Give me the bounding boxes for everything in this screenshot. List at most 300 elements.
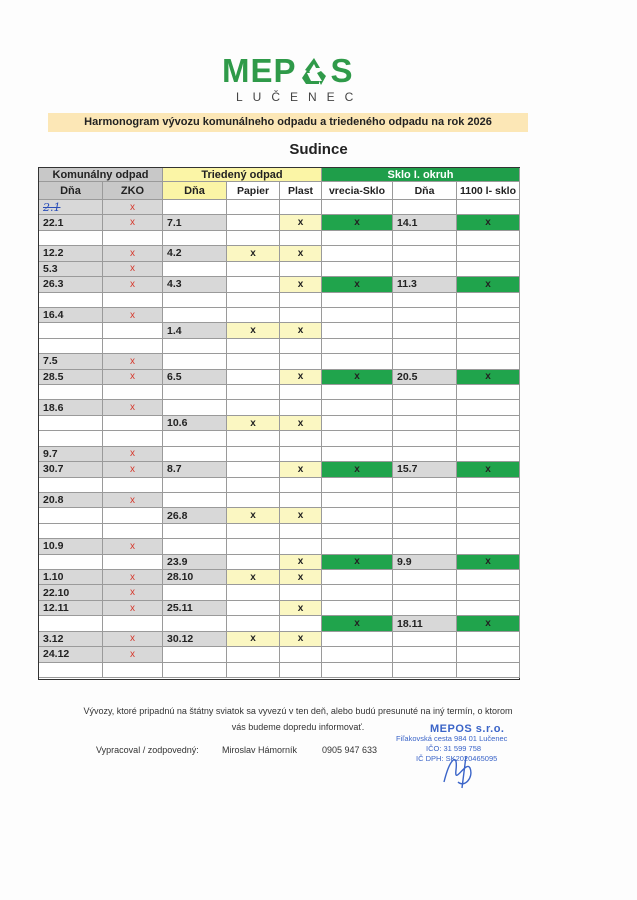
collection-mark: x [297,417,304,429]
table-cell [322,524,393,539]
table-cell [457,246,520,261]
table-cell [280,555,322,570]
collection-date: 2.1 [43,200,61,214]
table-cell [457,400,520,415]
collection-mark: x [130,217,135,229]
table-cell [393,647,457,662]
table-cell [103,647,163,662]
collection-date: 1.10 [43,571,64,584]
group-header-sklo: Sklo I. okruh [322,168,520,182]
table-cell [393,570,457,585]
table-cell [393,601,457,616]
table-cell [163,524,227,539]
table-cell [393,632,457,647]
table-cell [280,416,322,431]
table-cell [457,277,520,292]
table-cell [393,539,457,554]
table-cell [280,570,322,585]
table-cell [163,585,227,600]
collection-mark: x [130,633,135,645]
table-cell [227,524,280,539]
table-cell [227,632,280,647]
table-cell [280,462,322,477]
table-cell [163,215,227,230]
table-cell [322,508,393,523]
table-cell [322,493,393,508]
table-cell [163,508,227,523]
table-cell [103,308,163,323]
collection-date: 18.11 [397,617,423,630]
table-cell [322,215,393,230]
collection-mark: x [250,633,256,645]
table-cell [322,200,393,215]
table-cell [227,416,280,431]
table-cell [393,493,457,508]
collection-mark: x [250,417,256,429]
table-cell [280,354,322,369]
table-cell [457,585,520,600]
collection-mark: x [130,201,135,213]
collection-date: 22.1 [43,216,64,229]
table-cell [103,601,163,616]
table-cell [163,632,227,647]
table-cell [227,570,280,585]
table-cell [457,647,520,662]
table-cell [163,555,227,570]
schedule-table [38,167,520,680]
table-cell [163,539,227,554]
table-cell [103,262,163,277]
table-cell [227,308,280,323]
table-cell [39,231,103,246]
table-cell [103,323,163,338]
collection-mark: x [485,278,491,290]
collection-mark: x [130,602,135,614]
table-cell [103,524,163,539]
table-cell [457,616,520,631]
table-cell [457,215,520,230]
collection-mark: x [297,371,304,383]
collection-mark: x [130,448,135,460]
table-cell [39,462,103,477]
responsible-phone: 0905 947 633 [322,745,378,755]
column-header-t_dna: Dňa [163,182,227,200]
collection-mark: x [250,247,256,259]
table-cell [227,277,280,292]
collection-date: 4.2 [167,247,182,260]
table-cell [322,539,393,554]
collection-date: 18.6 [43,401,64,414]
table-cell [163,308,227,323]
table-cell [39,524,103,539]
collection-date: 24.12 [43,648,70,661]
table-cell [322,647,393,662]
company-logo [222,52,362,108]
collection-mark: x [485,371,491,383]
table-cell [457,293,520,308]
table-cell [393,339,457,354]
table-cell [322,262,393,277]
table-cell [280,447,322,462]
table-cell [103,293,163,308]
table-cell [39,601,103,616]
table-cell [280,632,322,647]
table-cell [280,508,322,523]
table-cell [103,570,163,585]
collection-date: 6.5 [167,370,182,383]
collection-mark: x [130,309,135,321]
table-cell [280,478,322,493]
table-cell [457,663,520,678]
table-cell [280,601,322,616]
table-cell [457,508,520,523]
table-cell [227,262,280,277]
collection-mark: x [297,633,304,645]
table-cell [280,539,322,554]
collection-mark: x [130,247,135,259]
collection-date: 28.5 [43,370,64,383]
table-cell [457,339,520,354]
collection-mark: x [485,556,491,568]
collection-date: 16.4 [43,309,64,322]
table-cell [457,524,520,539]
table-cell [103,370,163,385]
collection-mark: x [297,247,304,259]
stamp-line2: IČO: 31 599 758 [426,744,482,753]
table-cell [280,400,322,415]
collection-date: 26.3 [43,278,64,291]
table-cell [163,431,227,446]
collection-mark: x [297,556,304,568]
table-cell [103,277,163,292]
logo-wordmark [222,52,362,90]
table-cell [322,585,393,600]
table-cell [103,539,163,554]
table-cell [163,647,227,662]
table-cell [39,539,103,554]
table-cell [280,246,322,261]
collection-mark: x [130,648,135,660]
table-cell [103,416,163,431]
table-cell [103,508,163,523]
table-cell [457,416,520,431]
collection-mark: x [130,571,135,583]
responsible-name: Miroslav Hámorník [222,745,298,755]
signature-icon [436,748,486,792]
table-cell [103,632,163,647]
table-cell [103,215,163,230]
table-cell [163,447,227,462]
table-cell [280,663,322,678]
table-cell [393,323,457,338]
column-header-k_zko: ZKO [103,182,163,200]
table-cell [227,585,280,600]
table-cell [322,663,393,678]
table-cell [39,663,103,678]
collection-mark: x [130,371,135,383]
collection-date: 7.5 [43,355,58,368]
table-cell [457,632,520,647]
table-cell [280,339,322,354]
table-cell [39,385,103,400]
table-cell [227,231,280,246]
table-cell [393,215,457,230]
collection-mark: x [250,510,256,522]
holiday-note-line2: vás budeme dopredu informovať. [231,722,365,732]
collection-date: 28.10 [167,571,194,584]
table-cell [103,663,163,678]
table-cell [163,323,227,338]
collection-date: 26.8 [167,509,188,522]
collection-mark: x [130,463,135,475]
table-cell [280,293,322,308]
table-cell [322,447,393,462]
table-cell [163,462,227,477]
collection-date: 9.9 [397,555,412,568]
table-cell [393,308,457,323]
collection-date: 23.9 [167,555,188,568]
table-cell [163,370,227,385]
table-cell [393,431,457,446]
table-cell [39,555,103,570]
collection-date: 15.7 [397,463,418,476]
table-cell [280,493,322,508]
table-cell [39,570,103,585]
table-cell [39,400,103,415]
table-cell [457,308,520,323]
table-cell [103,400,163,415]
collection-mark: x [354,217,360,229]
table-cell [163,400,227,415]
table-cell [322,555,393,570]
table-cell [322,385,393,400]
collection-date: 5.3 [43,262,58,275]
table-cell [39,293,103,308]
table-cell [280,215,322,230]
logo-text-left: MEP [222,52,297,89]
table-cell [322,462,393,477]
table-cell [393,200,457,215]
stamp-title: MEPOS s.r.o. [430,723,505,735]
column-header-s_1100: 1100 l- sklo [457,182,520,200]
table-cell [39,585,103,600]
collection-mark: x [485,217,491,229]
table-cell [39,632,103,647]
collection-date: 10.6 [167,417,188,430]
table-cell [103,462,163,477]
table-cell [322,570,393,585]
column-header-s_vrecia: vrecia-Sklo [322,182,393,200]
table-cell [103,431,163,446]
table-cell [393,277,457,292]
table-cell [280,323,322,338]
collection-date: 10.9 [43,540,64,553]
table-cell [322,277,393,292]
table-cell [103,493,163,508]
table-cell [103,200,163,215]
table-cell [322,323,393,338]
collection-mark: x [354,618,360,630]
table-cell [393,354,457,369]
table-cell [227,246,280,261]
table-cell [103,354,163,369]
collection-mark: x [250,571,256,583]
collection-date: 20.8 [43,494,64,507]
column-header-t_papier: Papier [227,182,280,200]
collection-mark: x [297,217,304,229]
table-cell [393,663,457,678]
table-cell [322,308,393,323]
stamp-line1: Fiľakovská cesta 984 01 Lučenec [396,734,508,743]
table-cell [227,431,280,446]
table-cell [457,354,520,369]
collection-mark: x [297,571,304,583]
table-cell [322,431,393,446]
collection-mark: x [250,325,256,337]
table-cell [163,277,227,292]
table-cell [227,508,280,523]
table-cell [322,601,393,616]
table-cell [227,323,280,338]
table-cell [227,447,280,462]
table-cell [39,493,103,508]
collection-date: 7.1 [167,216,182,229]
table-cell [163,601,227,616]
table-cell [457,555,520,570]
table-cell [163,339,227,354]
collection-date: 30.7 [43,463,64,476]
collection-date: 22.10 [43,586,70,599]
table-cell [103,478,163,493]
table-cell [280,200,322,215]
table-cell [393,447,457,462]
table-cell [103,447,163,462]
table-cell [163,616,227,631]
table-cell [393,262,457,277]
table-cell [163,493,227,508]
table-cell [163,385,227,400]
collection-date: 9.7 [43,447,58,460]
table-cell [280,262,322,277]
table-cell [163,293,227,308]
collection-date: 25.11 [167,602,193,615]
recycle-icon [298,56,330,86]
table-cell [393,246,457,261]
table-cell [280,385,322,400]
responsible-label: Vypracoval / zodpovedný: [96,745,199,755]
table-cell [280,616,322,631]
table-cell [322,246,393,261]
table-cell [457,493,520,508]
table-cell [393,462,457,477]
collection-mark: x [354,371,360,383]
table-cell [322,231,393,246]
table-cell [227,370,280,385]
collection-mark: x [354,556,360,568]
table-cell [322,478,393,493]
table-cell [280,370,322,385]
table-cell [227,663,280,678]
table-cell [322,632,393,647]
holiday-note-line1: Vývozy, ktoré pripadnú na štátny sviatok sa vyvezú v ten deň, alebo budú presunuté na iný termín, o ktorom [83,706,513,716]
table-cell [457,570,520,585]
table-cell [227,462,280,477]
table-cell [322,616,393,631]
table-cell [103,616,163,631]
table-cell [393,585,457,600]
collection-mark: x [130,540,135,552]
table-cell [227,493,280,508]
table-cell [322,400,393,415]
table-cell [457,370,520,385]
collection-date: 4.3 [167,278,182,291]
table-cell [39,277,103,292]
table-cell [227,385,280,400]
collection-date: 1.4 [167,324,182,337]
table-cell [39,447,103,462]
table-cell [322,416,393,431]
table-cell [322,370,393,385]
table-cell [322,354,393,369]
table-cell [457,231,520,246]
table-cell [103,246,163,261]
collection-mark: x [130,355,135,367]
schedule-banner: Harmonogram vývozu komunálneho odpadu a triedeného odpadu na rok 2026 [48,113,528,132]
collection-date: 8.7 [167,463,182,476]
table-cell [39,616,103,631]
collection-mark: x [130,494,135,506]
collection-mark: x [297,602,304,614]
table-cell [457,200,520,215]
column-header-k_dna: Dňa [39,182,103,200]
table-cell [457,385,520,400]
collection-date: 11.3 [397,278,417,291]
table-cell [280,308,322,323]
table-cell [227,539,280,554]
table-cell [103,231,163,246]
logo-text-right: S [330,52,354,89]
table-cell [280,524,322,539]
table-cell [227,400,280,415]
table-cell [163,478,227,493]
collection-mark: x [485,463,491,475]
column-header-t_plast: Plast [280,182,322,200]
table-cell [39,354,103,369]
table-cell [227,555,280,570]
table-cell [227,339,280,354]
table-cell [39,308,103,323]
table-cell [163,262,227,277]
table-cell [457,601,520,616]
stamp-line3: IČ DPH: SK2020465095 [416,754,498,763]
table-cell [280,231,322,246]
table-cell [457,262,520,277]
collection-mark: x [297,463,304,475]
company-stamp [396,724,526,804]
village-title: Sudince [289,141,348,158]
table-cell [227,616,280,631]
table-cell [39,200,103,215]
table-cell [322,293,393,308]
table-cell [393,370,457,385]
group-header-komunalny: Komunálny odpad [39,168,163,182]
collection-date: 12.11 [43,602,69,615]
collection-date: 3.12 [43,632,64,645]
table-cell [393,385,457,400]
collection-mark: x [485,618,491,630]
collection-date: 20.5 [397,370,418,383]
collection-date: 12.2 [43,247,64,260]
